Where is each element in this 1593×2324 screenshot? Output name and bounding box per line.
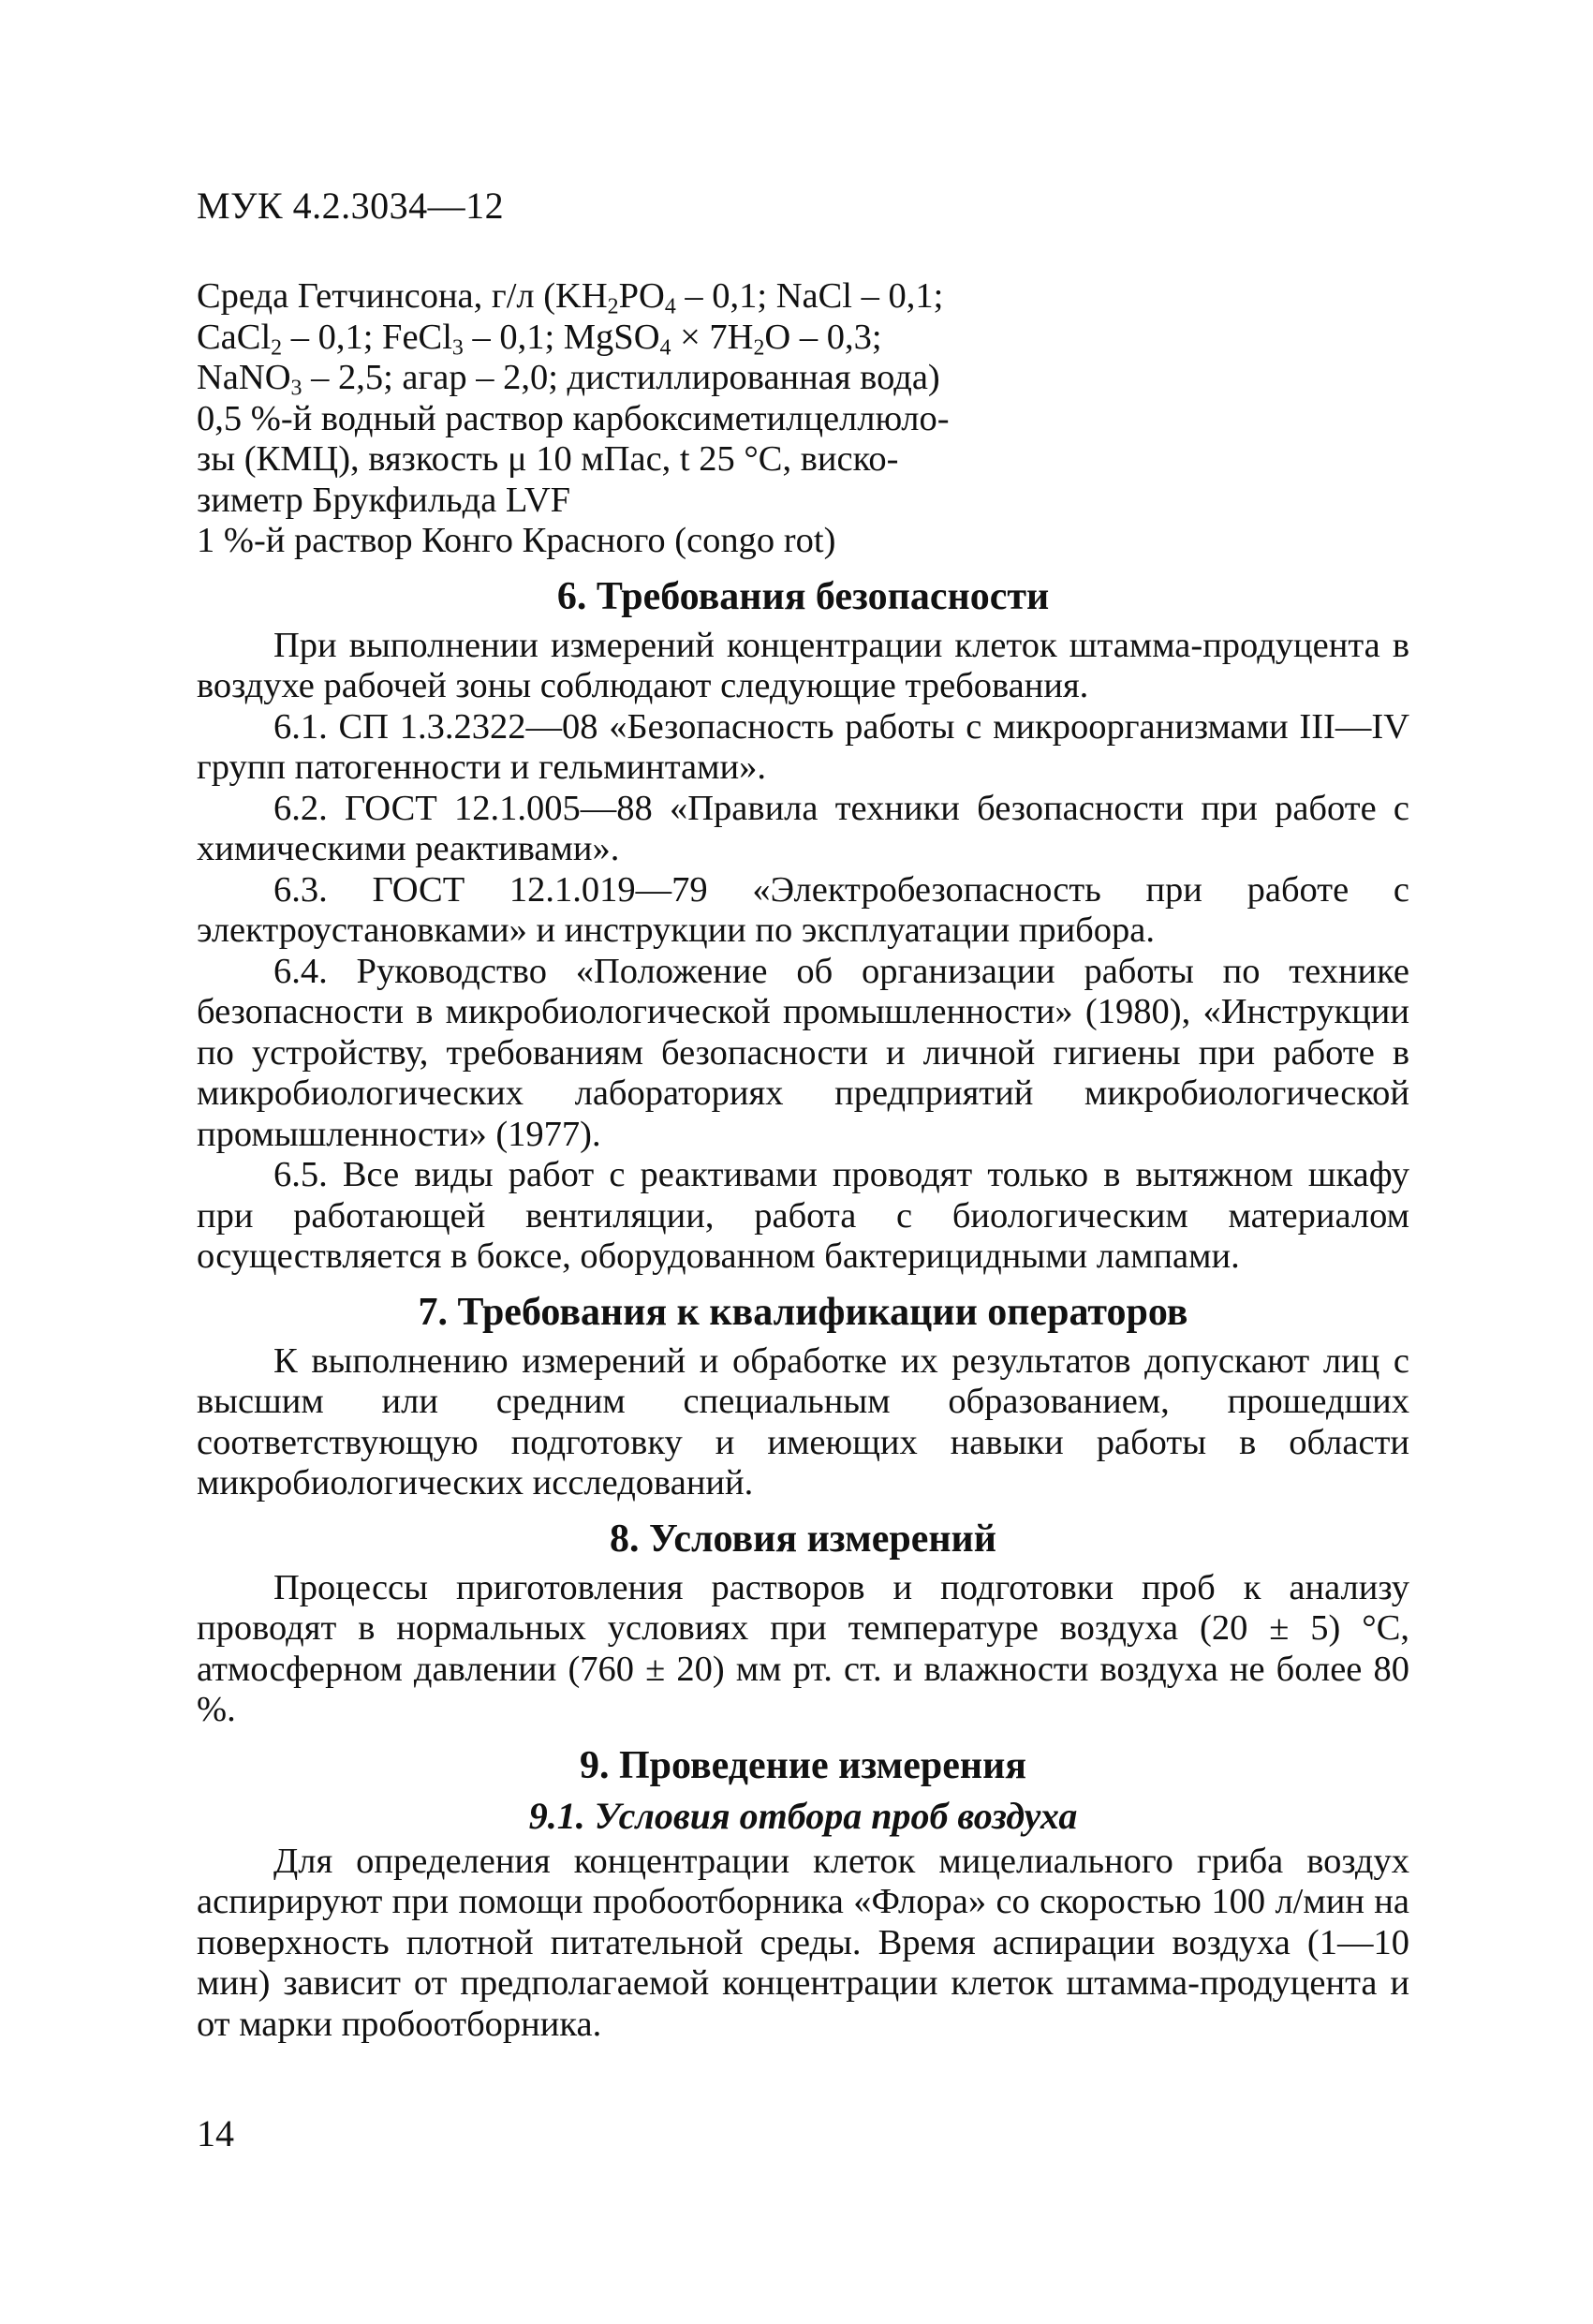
section-7-heading: 7. Требования к квалификации операторов [418,1290,1188,1334]
section-6-item-1: 6.1. СП 1.3.2322—08 «Безопасность работы с микроорганизмами III—IV групп патогенности и гельминтами». [197,706,1409,787]
section-9-1-paragraph: Для определения концентрации клеток мицелиального гриба воздух аспирируют при помощи пробоотборника «Флора» со скоростью 100 л/мин на поверхность плотной питательной среды. Время аспирации воздуха (1—10 мин) зависит от предполагаемой концентрации клеток штамма-продуцента и от марки пробоотборника. [197,1841,1409,2044]
page-number: 14 [197,2112,234,2154]
section-6-item-5: 6.5. Все виды работ с реактивами проводят только в вытяжном шкафу при работающей вентиляции, работа с биологическим материалом осуществляется в боксе, оборудованном бактерицидными лампами. [197,1155,1409,1276]
section-9-1-subheading: 9.1. Условия отбора проб воздуха [528,1794,1078,1837]
section-8-heading: 8. Условия измерений [610,1517,996,1561]
reagent-congo-red: 1 %-й раствор Конго Красного (congo rot) [197,521,836,560]
document-code-header: МУК 4.2.3034—12 [197,185,505,227]
section-6-heading: 6. Требования безопасности [556,574,1050,618]
section-6-intro: При выполнении измерений концентрации клеток штамма-продуцента в воздухе рабочей зоны соблюдают следующие требования. [197,625,1409,705]
section-8-paragraph: Процессы приготовления растворов и подготовки проб к анализу проводят в нормальных условиях при температуре воздуха (20 ± 5) °С, атмосферном давлении (760 ± 20) мм рт. ст. и влажности воздуха не более 80 %. [197,1567,1409,1729]
page-content [197,276,1409,2045]
section-6-item-2: 6.2. ГОСТ 12.1.005—88 «Правила техники безопасности при работе с химическими реактивами». [197,788,1409,868]
section-7-paragraph: К выполнению измерений и обработке их результатов допускают лиц с высшим или средним специальным образованием, прошедших соответствующую подготовку и имеющих навыки работы в области микробиологических исследований. [197,1340,1409,1502]
section-6-item-4: 6.4. Руководство «Положение об организации работы по технике безопасности в микробиологической промышленности» (1980), «Инструкции по устройству, требованиям безопасности и личной гигиены при работе в микробиологических лабораториях предприятий микробиологической промышленности» (1977). [197,951,1409,1154]
reagent-list [197,276,1409,562]
reagent-hutchinson-line-1: Среда Гетчинсона, г/л ($KH_2PO_4 - 0,1$; NaCl – 0,1; [197,276,944,319]
reagent-cmc-line-3: зиметр Брукфильда LVF [197,480,571,520]
reagent-cmc-line-2: зы (КМЦ), вязкость μ 10 мПас, t 25 °С, виско- [197,439,899,479]
reagent-hutchinson-line-3: NaNO$_3$ – 2,5; агар – 2,0; дистиллированная вода) [197,358,940,401]
section-6-item-3: 6.3. ГОСТ 12.1.019—79 «Электробезопасность при работе с электроустановками» и инструкции по эксплуатации прибора. [197,869,1409,950]
reagent-hutchinson-line-2: CaCl$_2$ – 0,1; FeCl$_3$ – 0,1; MgSO$_4$ × $7H_2O - 0,3$; [197,317,882,361]
section-9-heading: 9. Проведение измерения [579,1743,1027,1787]
reagent-cmc-line-1: 0,5 %-й водный раствор карбоксиметилцеллюло- [197,398,950,438]
